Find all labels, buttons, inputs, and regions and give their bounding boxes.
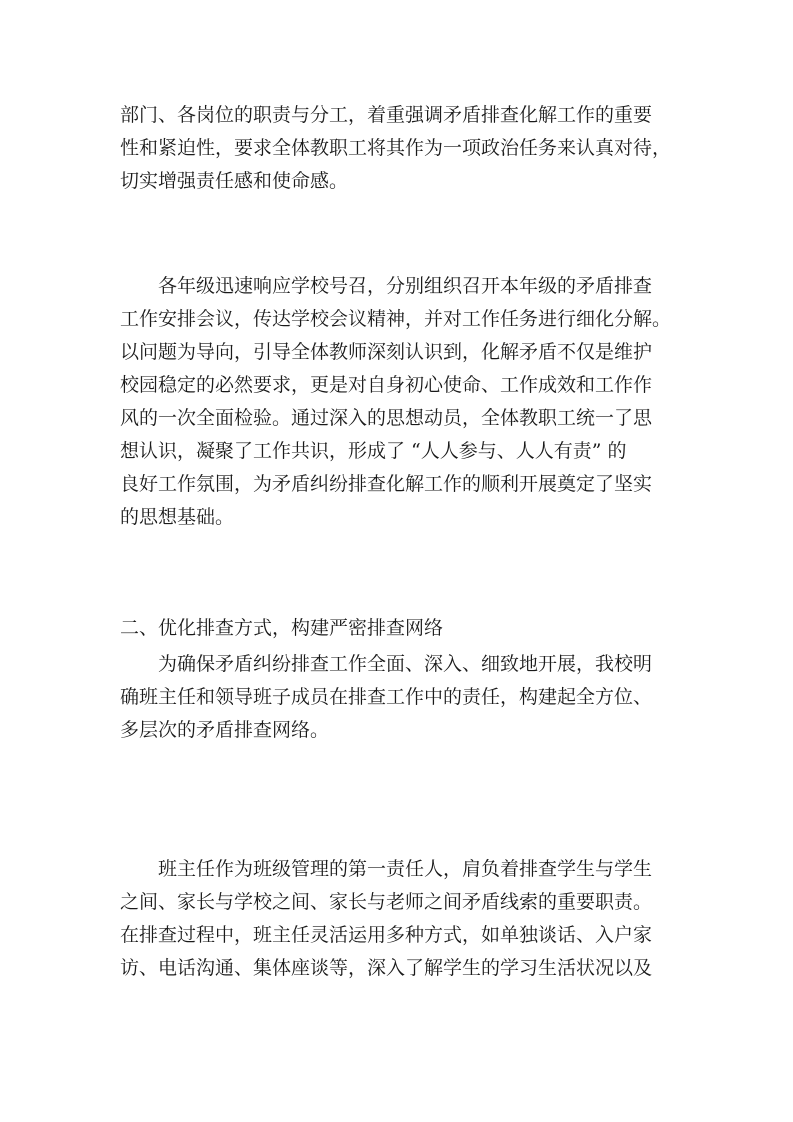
text-line: 以问题为导向，引导全体教师深刻认识到，化解矛盾不仅是维护 xyxy=(120,341,653,363)
paragraph-duties xyxy=(120,99,680,198)
heading-text: 二、优化排查方式，构建严密排查网络 xyxy=(120,617,444,639)
text-line: 各年级迅速响应学校号召，分别组织召开本年级的矛盾排查 xyxy=(158,275,653,297)
text-line: 之间、家长与学校之间、家长与老师之间矛盾线索的重要职责。 xyxy=(120,891,653,913)
text-line: 为确保矛盾纠纷排查工作全面、深入、细致地开展，我校明 xyxy=(158,653,653,675)
text-line: 校园稳定的必然要求，更是对自身初心使命、工作成效和工作作 xyxy=(120,374,653,396)
text-line: 访、电话沟通、集体座谈等，深入了解学生的学习生活状况以及 xyxy=(120,957,653,979)
text-line: 良好工作氛围，为矛盾纠纷排查化解工作的顺利开展奠定了坚实 xyxy=(120,473,653,495)
paragraph-grade-response xyxy=(120,270,680,534)
text-line: 性和紧迫性，要求全体教职工将其作为一项政治任务来认真对待， xyxy=(120,137,672,159)
paragraph-class-teacher xyxy=(120,853,680,985)
text-line: 多层次的矛盾排查网络。 xyxy=(120,719,330,741)
text-line: 部门、各岗位的职责与分工，着重强调矛盾排查化解工作的重要 xyxy=(120,104,653,126)
text-line: 确班主任和领导班子成员在排查工作中的责任，构建起全方位、 xyxy=(120,686,653,708)
paragraph-network xyxy=(120,648,680,747)
text-line: 班主任作为班级管理的第一责任人，肩负着排查学生与学生 xyxy=(158,858,653,880)
text-line: 工作安排会议，传达学校会议精神，并对工作任务进行细化分解。 xyxy=(120,308,672,330)
text-line: 的思想基础。 xyxy=(120,506,235,528)
text-line: 风的一次全面检验。通过深入的思想动员，全体教职工统一了思 xyxy=(120,407,653,429)
section-heading xyxy=(120,612,680,645)
text-line: 切实增强责任感和使命感。 xyxy=(120,170,349,192)
text-line: 在排查过程中，班主任灵活运用多种方式，如单独谈话、入户家 xyxy=(120,924,653,946)
text-line: 想认识，凝聚了工作共识，形成了 “人人参与、人人有责” 的 xyxy=(120,440,627,462)
